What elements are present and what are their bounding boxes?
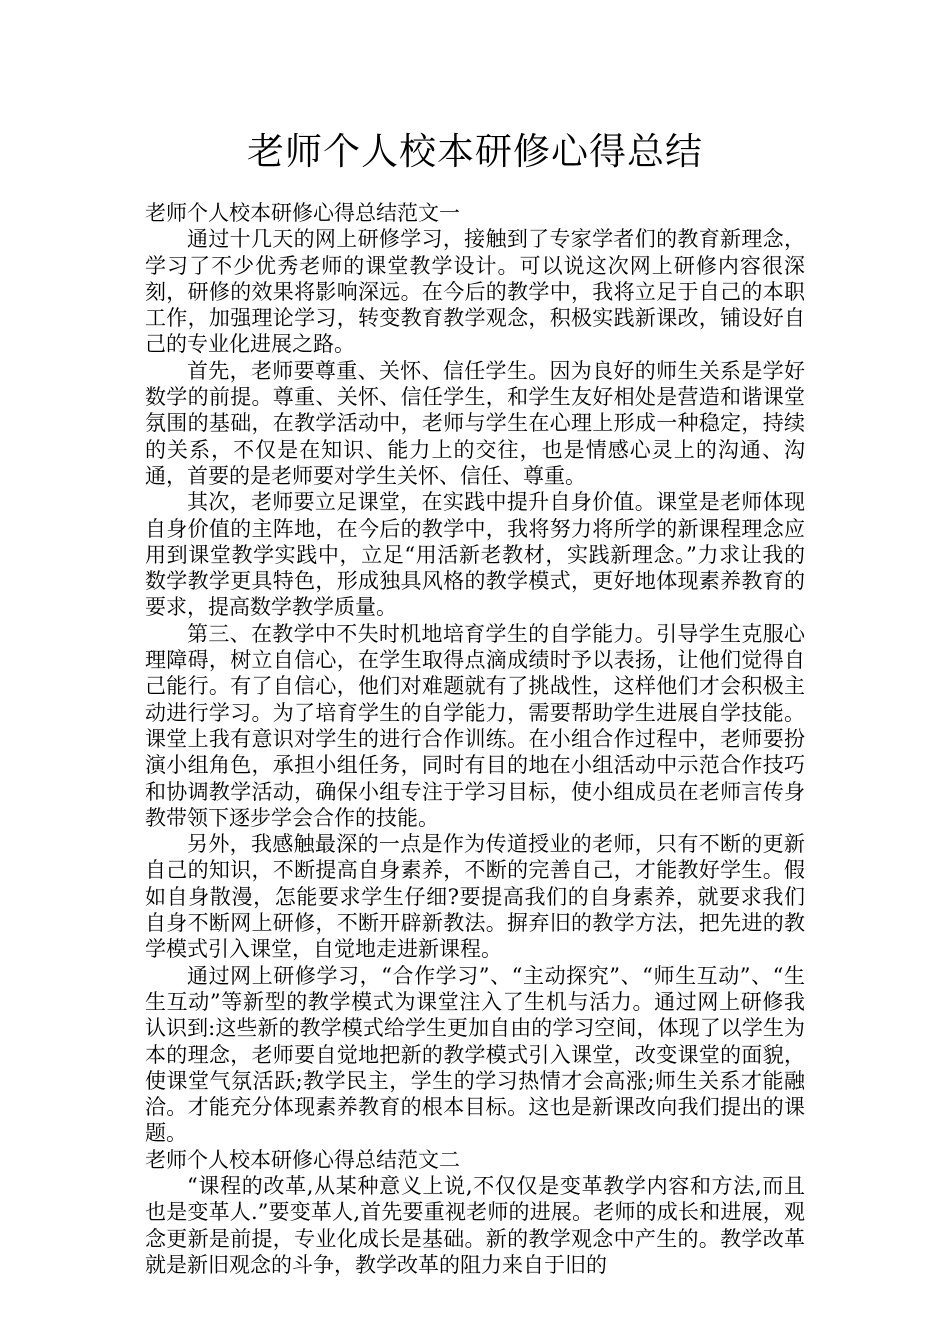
body-paragraph: 通过十几天的网上研修学习，接触到了专家学者们的教育新理念，学习了不少优秀老师的课堂教学设计。可以说这次网上研修内容很深刻，研修的效果将影响深远。在今后的教学中，我将立足于自己的本职工作，加强理论学习，转变教育教学观念，积极实践新课改，铺设好自己的专业化进展之路。	[145, 227, 805, 357]
body-paragraph: “课程的改革,从某种意义上说,不仅仅是变革教学内容和方法,而且也是变革人.”要变革人,首先要重视老师的进展。老师的成长和进展，观念更新是前提，专业化成长是基础。新的教学观念中产生的。教学改革就是新旧观念的斗争，教学改革的阻力来自于旧的	[145, 1173, 805, 1277]
body-paragraph: 首先，老师要尊重、关怀、信任学生。因为良好的师生关系是学好数学的前提。尊重、关怀、信任学生，和学生友好相处是营造和谐课堂氛围的基础，在教学活动中，老师与学生在心理上形成一种稳定，持续的关系，不仅是在知识、能力上的交往，也是情感心灵上的沟通、沟通，首要的是老师要对学生关怀、信任、尊重。	[145, 358, 805, 488]
section-heading: 老师个人校本研修心得总结范文二	[145, 1147, 460, 1172]
body-paragraph: 另外，我感触最深的一点是作为传道授业的老师，只有不断的更新自己的知识，不断提高自身素养，不断的完善自己，才能教好学生。假如自身散漫，怎能要求学生仔细?要提高我们的自身素养，就要求我们自身不断网上研修，不断开辟新教法。摒弃旧的教学方法，把先进的教学模式引入课堂，自觉地走进新课程。	[145, 832, 805, 962]
body-paragraph: 通过网上研修学习，“合作学习”、“主动探究”、“师生互动”、“生生互动”等新型的教学模式为课堂注入了生机与活力。通过网上研修我认识到:这些新的教学模式给学生更加自由的学习空间，体现了以学生为本的理念，老师要自觉地把新的教学模式引入课堂，改变课堂的面貌，使课堂气氛活跃;教学民主，学生的学习热情才会高涨;师生关系才能融洽。才能充分体现素养教育的根本目标。这也是新课改向我们提出的课题。	[145, 963, 805, 1146]
document-title: 老师个人校本研修心得总结	[247, 130, 703, 173]
document-body	[145, 200, 805, 1278]
body-paragraph: 其次，老师要立足课堂，在实践中提升自身价值。课堂是老师体现自身价值的主阵地，在今后的教学中，我将努力将所学的新课程理念应用到课堂教学实践中，立足“用活新老教材，实践新理念。”力求让我的数学教学更具特色，形成独具风格的教学模式，更好地体现素养教育的要求，提高数学教学质量。	[145, 490, 805, 620]
section-heading: 老师个人校本研修心得总结范文一	[145, 201, 460, 225]
body-paragraph: 第三、在教学中不失时机地培育学生的自学能力。引导学生克服心理障碍，树立自信心，在学生取得点滴成绩时予以表扬，让他们觉得自己能行。有了自信心，他们对难题就有了挑战性，这样他们才会积极主动进行学习。为了培育学生的自学能力，需要帮助学生进展自学技能。课堂上我有意识对学生的进行合作训练。在小组合作过程中，老师要扮演小组角色，承担小组任务，同时有目的地在小组活动中示范合作技巧和协调教学活动，确保小组专注于学习目标，使小组成员在老师言传身教带领下逐步学会合作的技能。	[145, 621, 805, 830]
